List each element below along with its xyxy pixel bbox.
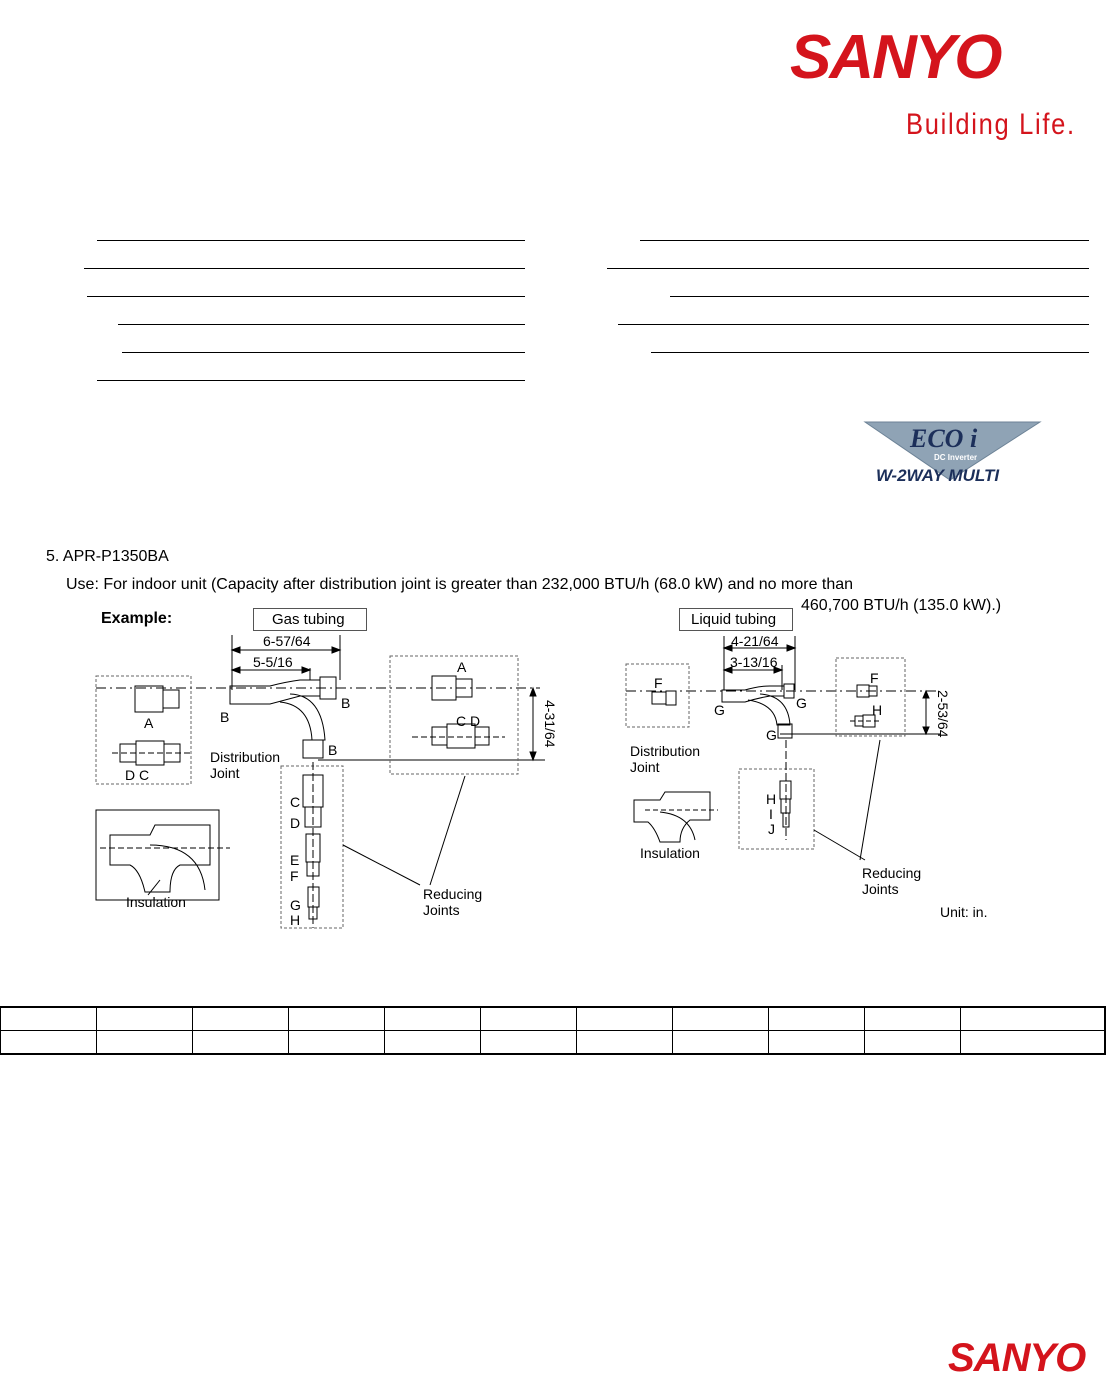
badge-dc-inverter: DC Inverter xyxy=(934,453,978,462)
table-row xyxy=(1,1031,1106,1055)
liquid-insulation: Insulation xyxy=(640,845,700,861)
gas-label-d: D xyxy=(290,815,301,831)
liquid-distribution-joint: Distribution Joint xyxy=(630,743,701,775)
table-cell xyxy=(385,1007,481,1031)
liquid-dim-overall: 4-21/64 xyxy=(731,633,779,649)
gas-dim-vertical: 4-31/64 xyxy=(542,700,558,748)
table-row xyxy=(1,1007,1106,1031)
unit-label: Unit: in. xyxy=(940,904,988,920)
table-cell xyxy=(673,1007,769,1031)
gas-label-a-left: A xyxy=(144,715,154,731)
gas-label-dc-left: D C xyxy=(125,767,150,783)
section-title: 5. APR-P1350BA xyxy=(46,548,169,565)
liquid-label-h: H xyxy=(766,791,777,807)
gas-label-b-top: B xyxy=(341,695,351,711)
table-cell xyxy=(289,1007,385,1031)
liquid-reducing-joints: Reducing Joints xyxy=(862,865,922,897)
gas-label-g: G xyxy=(290,897,301,913)
table-cell xyxy=(961,1031,1105,1055)
gas-label-f: F xyxy=(290,868,299,884)
use-line-2: 460,700 BTU/h (135.0 kW).) xyxy=(801,597,1002,614)
spec-table xyxy=(0,1006,1106,1055)
table-cell xyxy=(1,1031,97,1055)
table-cell xyxy=(385,1031,481,1055)
gas-dim-overall: 6-57/64 xyxy=(263,633,311,649)
gas-distribution-joint: Distribution Joint xyxy=(210,749,281,781)
badge-eco: ECO i xyxy=(910,424,978,453)
table-cell xyxy=(1,1007,97,1031)
liquid-label-j: J xyxy=(768,821,775,837)
table-cell xyxy=(865,1007,961,1031)
liquid-tubing-title: Liquid tubing xyxy=(691,611,777,628)
gas-label-b-bottom: B xyxy=(328,742,338,758)
gas-label-e: E xyxy=(290,852,300,868)
liquid-label-h-right: H xyxy=(872,702,883,718)
use-line-1: Use: For indoor unit (Capacity after distribution joint is greater than 232,000 BTU/h (68.0 kW) and no more than xyxy=(66,576,854,593)
liquid-label-g-top: G xyxy=(796,695,807,711)
table-cell xyxy=(769,1007,865,1031)
liquid-label-i: I xyxy=(769,806,773,822)
liquid-dim-inner: 3-13/16 xyxy=(730,654,778,670)
table-cell xyxy=(97,1007,193,1031)
table-cell xyxy=(193,1031,289,1055)
table-cell xyxy=(577,1007,673,1031)
table-cell xyxy=(961,1007,1105,1031)
liquid-label-f-right: F xyxy=(870,670,879,686)
table-cell xyxy=(865,1031,961,1055)
gas-insulation: Insulation xyxy=(126,894,186,910)
liquid-dim-vertical: 2-53/64 xyxy=(935,690,951,738)
gas-label-b-left: B xyxy=(220,709,230,725)
sanyo-logo: SANYO xyxy=(790,23,1001,92)
badge-w2way: W-2WAY MULTI xyxy=(876,466,1000,485)
table-cell xyxy=(193,1007,289,1031)
example-label: Example: xyxy=(101,610,173,627)
table-cell xyxy=(769,1031,865,1055)
liquid-label-f-left: F xyxy=(654,675,663,691)
table-cell xyxy=(481,1031,577,1055)
gas-reducing-joints: Reducing Joints xyxy=(423,886,483,918)
gas-label-a-right: A xyxy=(457,659,467,675)
table-cell xyxy=(577,1031,673,1055)
gas-label-c: C xyxy=(290,794,301,810)
liquid-label-g-left: G xyxy=(714,702,725,718)
table-cell xyxy=(481,1007,577,1031)
liquid-label-g-bottom: G xyxy=(766,727,777,743)
table-cell xyxy=(289,1031,385,1055)
gas-label-h: H xyxy=(290,912,301,928)
gas-label-cd-right: C D xyxy=(456,713,481,729)
table-cell xyxy=(673,1031,769,1055)
sanyo-footer-logo: SANYO xyxy=(948,1336,1086,1380)
tagline: Building Life. xyxy=(906,108,1076,141)
gas-tubing-title: Gas tubing xyxy=(272,611,345,628)
table-cell xyxy=(97,1031,193,1055)
gas-dim-inner: 5-5/16 xyxy=(253,654,293,670)
